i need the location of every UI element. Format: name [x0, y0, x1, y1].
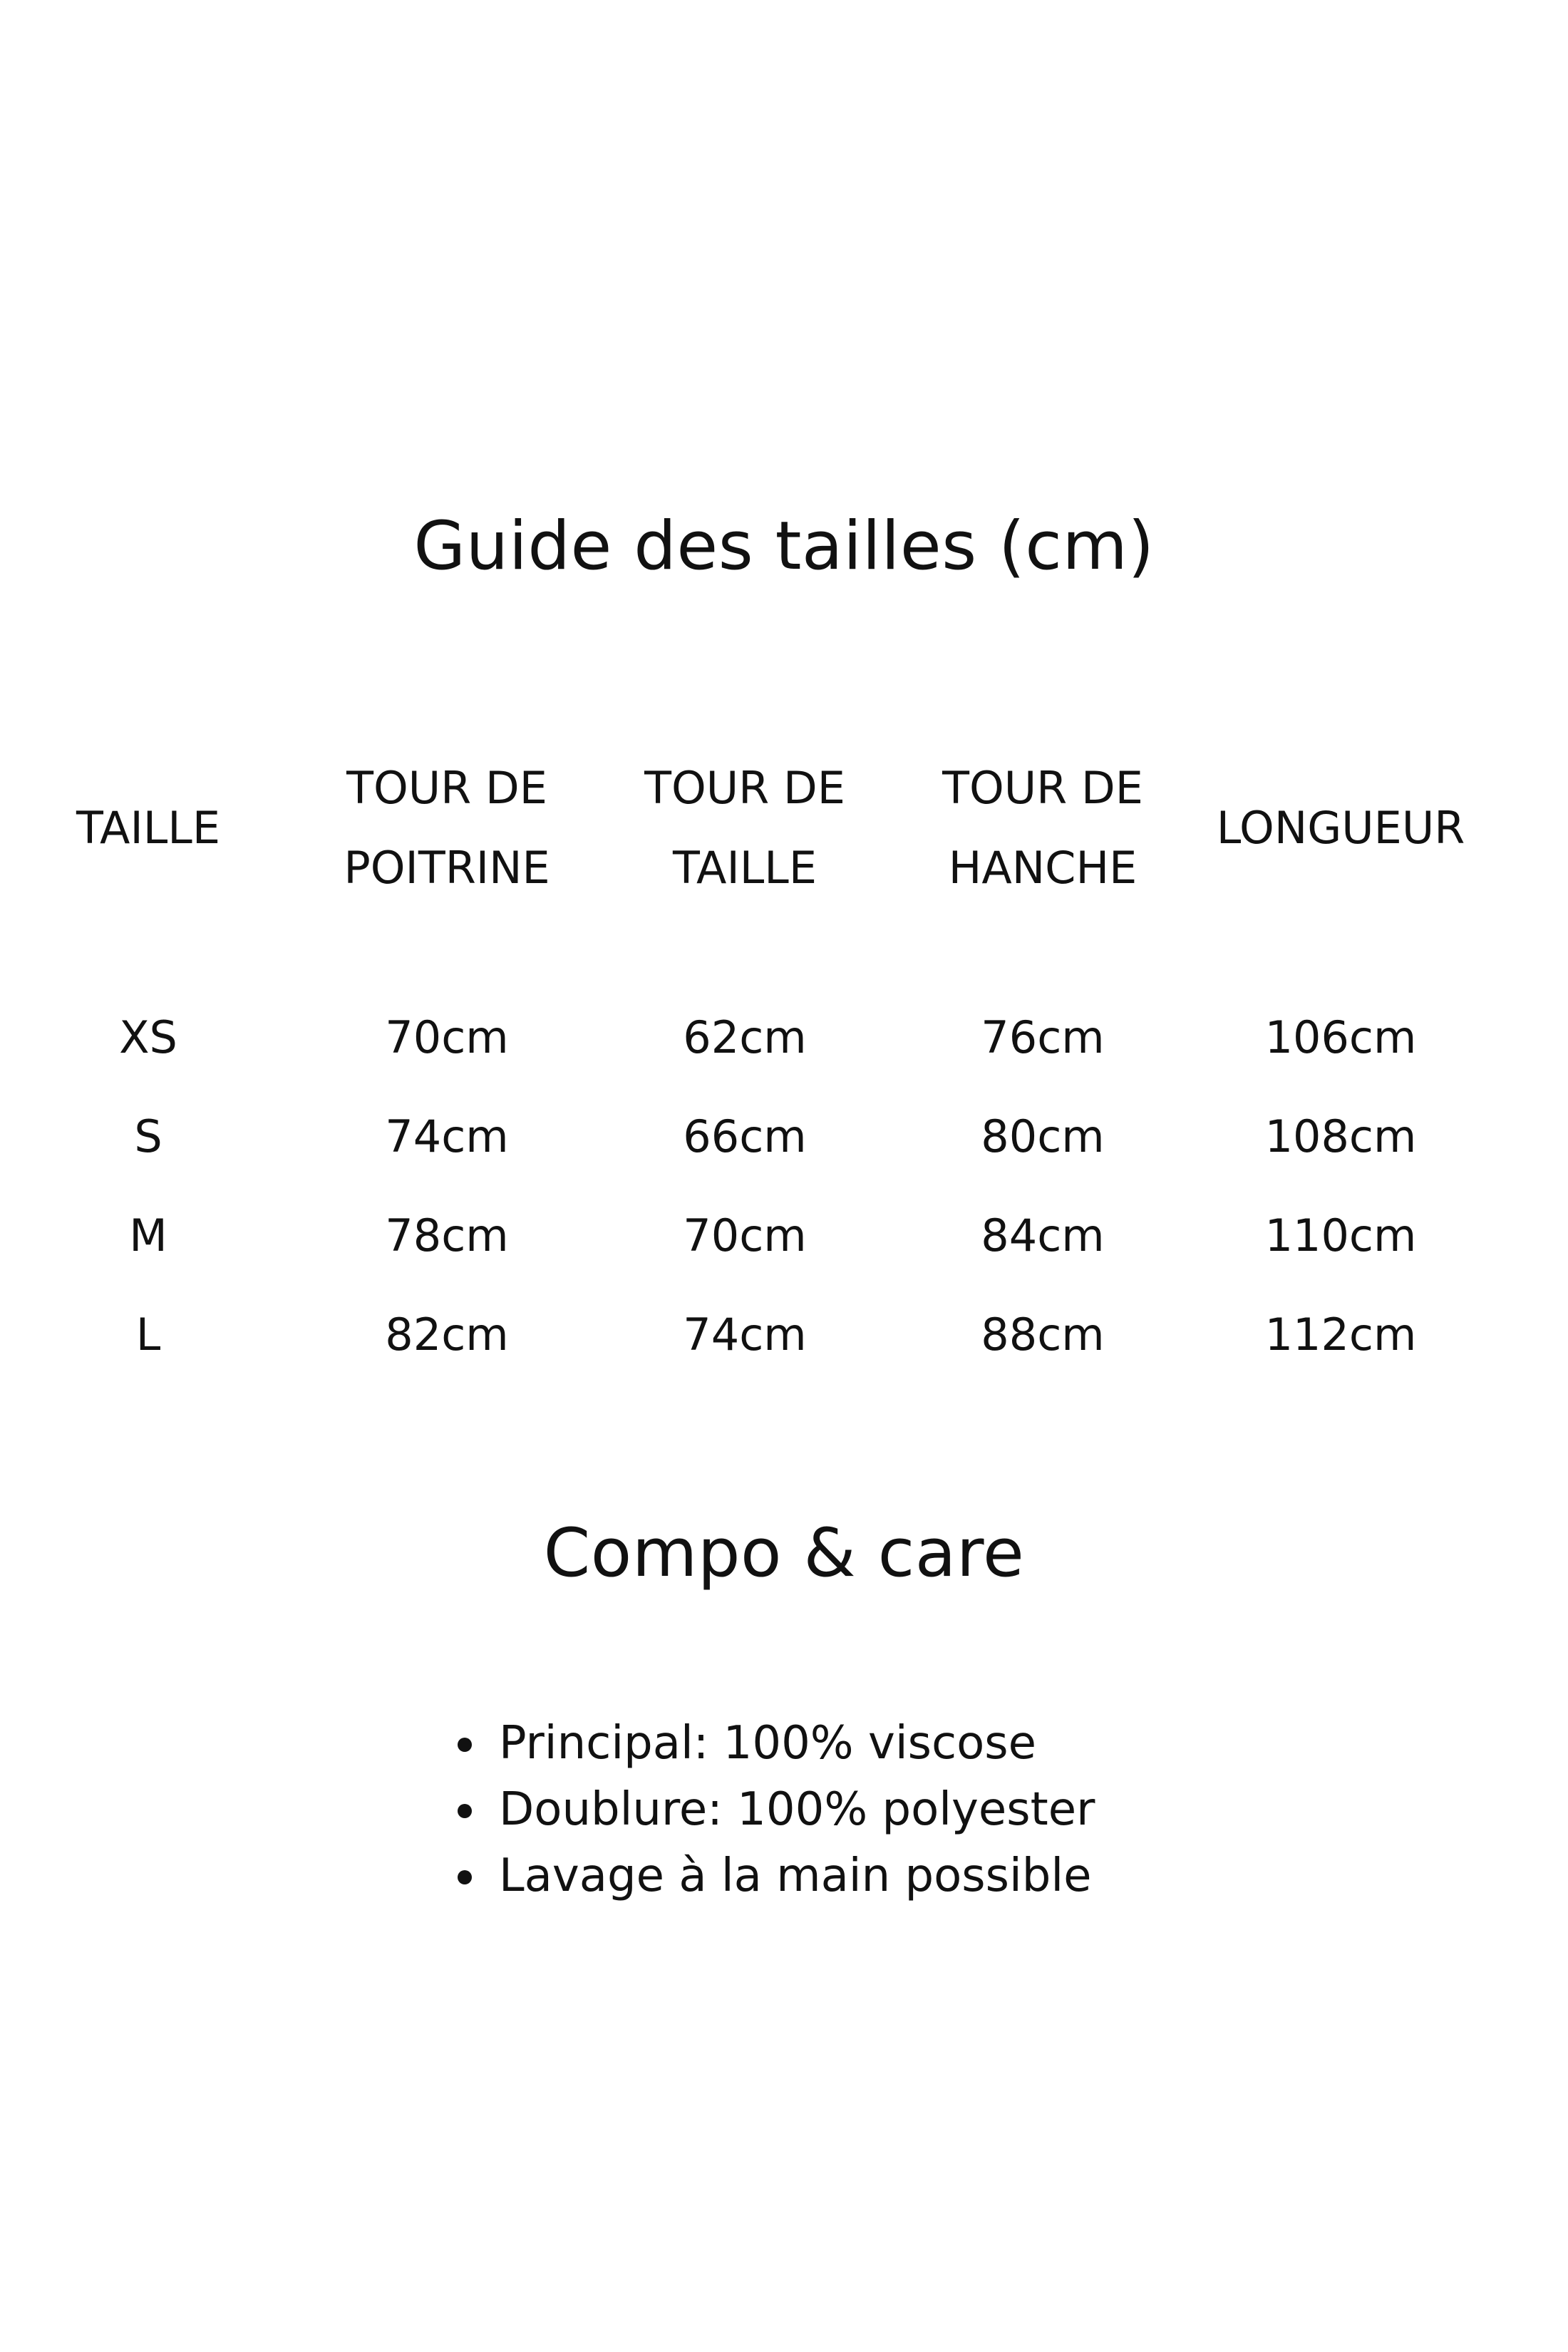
header-hanche-line2: HANCHE	[948, 842, 1138, 894]
bullet-icon	[458, 1870, 472, 1884]
bullet-icon	[458, 1804, 472, 1818]
size-label: S	[134, 1110, 163, 1162]
chest-value: 70cm	[385, 1011, 509, 1063]
waist-value: 66cm	[683, 1110, 807, 1162]
size-guide-title: Guide des tailles (cm)	[413, 507, 1155, 585]
length-value: 108cm	[1264, 1110, 1417, 1162]
chest-value: 82cm	[385, 1309, 509, 1361]
header-poitrine-line2: POITRINE	[344, 842, 550, 894]
bullet-icon	[458, 1738, 472, 1752]
length-value: 110cm	[1264, 1209, 1417, 1262]
waist-value: 70cm	[683, 1209, 807, 1262]
hip-value: 76cm	[981, 1011, 1105, 1063]
list-item	[456, 1711, 1095, 1777]
care-item-text: Doublure: 100% polyester	[499, 1783, 1095, 1836]
length-value: 106cm	[1264, 1011, 1417, 1063]
size-label: XS	[119, 1011, 177, 1063]
care-list	[456, 1711, 1095, 1909]
care-title: Compo & care	[543, 1515, 1025, 1592]
header-hanche-line1: TOUR DE	[942, 762, 1143, 814]
chest-value: 78cm	[385, 1209, 509, 1262]
hip-value: 80cm	[981, 1110, 1105, 1162]
waist-value: 62cm	[683, 1011, 807, 1063]
size-label: L	[135, 1309, 161, 1361]
chest-value: 74cm	[385, 1110, 509, 1162]
care-item-text: Lavage à la main possible	[499, 1850, 1092, 1902]
hip-value: 88cm	[981, 1309, 1105, 1361]
header-poitrine-line1: TOUR DE	[346, 762, 547, 814]
size-label: M	[129, 1209, 167, 1262]
care-item-text: Principal: 100% viscose	[499, 1717, 1036, 1770]
header-taille-tour-line1: TOUR DE	[644, 762, 845, 814]
length-value: 112cm	[1264, 1309, 1417, 1361]
list-item	[456, 1777, 1095, 1843]
list-item	[456, 1843, 1095, 1909]
waist-value: 74cm	[683, 1309, 807, 1361]
header-taille: TAILLE	[76, 802, 220, 854]
header-taille-tour-line2: TAILLE	[672, 842, 817, 894]
hip-value: 84cm	[981, 1209, 1105, 1262]
header-longueur: LONGUEUR	[1216, 802, 1465, 854]
